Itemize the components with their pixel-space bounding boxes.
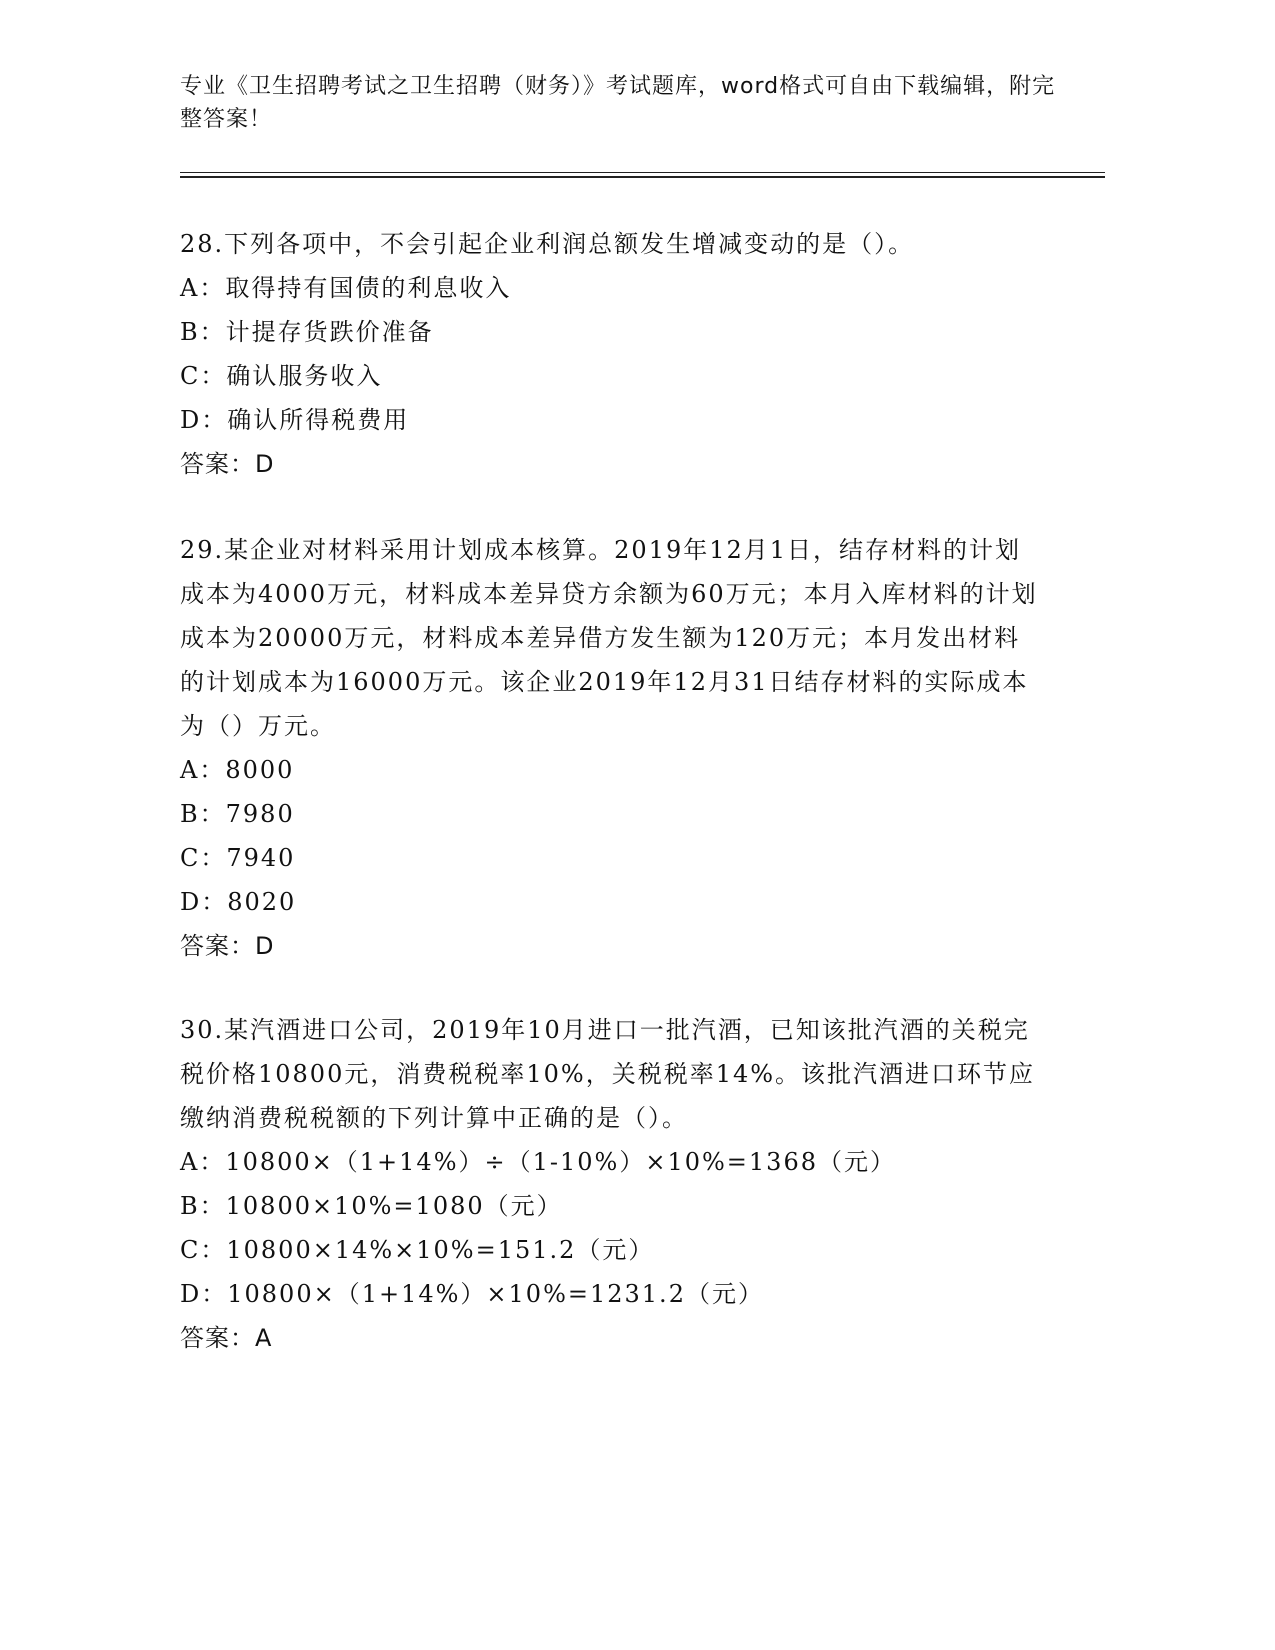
option-d: D：确认所得税费用 — [180, 406, 410, 434]
header-title: 专业《卫生招聘考试之卫生招聘（财务）》考试题库，word格式可自由下载编辑，附完整答案！ — [180, 74, 1056, 132]
question-29 — [180, 528, 1040, 968]
answer-line: 答案：A — [180, 1324, 273, 1352]
answer-line: 答案：D — [180, 932, 275, 960]
option-a: A：8000 — [180, 756, 295, 784]
question-stem: 29.某企业对材料采用计划成本核算。2019年12月1日，结存材料的计划成本为4000万元，材料成本差异贷方余额为60万元；本月入库材料的计划成本为20000万元，材料成本差异借方发生额为120万元；本月发出材料的计划成本为16000万元。该企业2019年12月31日结存材料的实际成本为（）万元。 — [180, 536, 1038, 740]
option-c: C：7940 — [180, 844, 296, 872]
question-stem: 30.某汽酒进口公司，2019年10月进口一批汽酒，已知该批汽酒的关税完税价格10800元，消费税税率10%，关税税率14%。该批汽酒进口环节应缴纳消费税税额的下列计算中正确的是（）。 — [180, 1016, 1036, 1132]
option-b: B：计提存货跌价准备 — [180, 318, 434, 346]
header-divider-thin — [180, 172, 1105, 173]
option-c: C：10800×14%×10%=151.2（元） — [180, 1236, 655, 1264]
header-divider-thick — [180, 176, 1105, 178]
document-header — [180, 70, 1060, 136]
option-b: B：7980 — [180, 800, 295, 828]
option-d: D：10800×（1+14%）×10%=1231.2（元） — [180, 1280, 764, 1308]
answer-line: 答案：D — [180, 450, 275, 478]
question-30 — [180, 1008, 1040, 1360]
option-b: B：10800×10%=1080（元） — [180, 1192, 563, 1220]
option-c: C：确认服务收入 — [180, 362, 383, 390]
option-a: A：10800×（1+14%）÷（1-10%）×10%=1368（元） — [180, 1148, 896, 1176]
option-d: D：8020 — [180, 888, 297, 916]
question-stem: 28.下列各项中，不会引起企业利润总额发生增减变动的是（）。 — [180, 230, 915, 258]
option-a: A：取得持有国债的利息收入 — [180, 274, 512, 302]
question-28 — [180, 222, 1040, 486]
